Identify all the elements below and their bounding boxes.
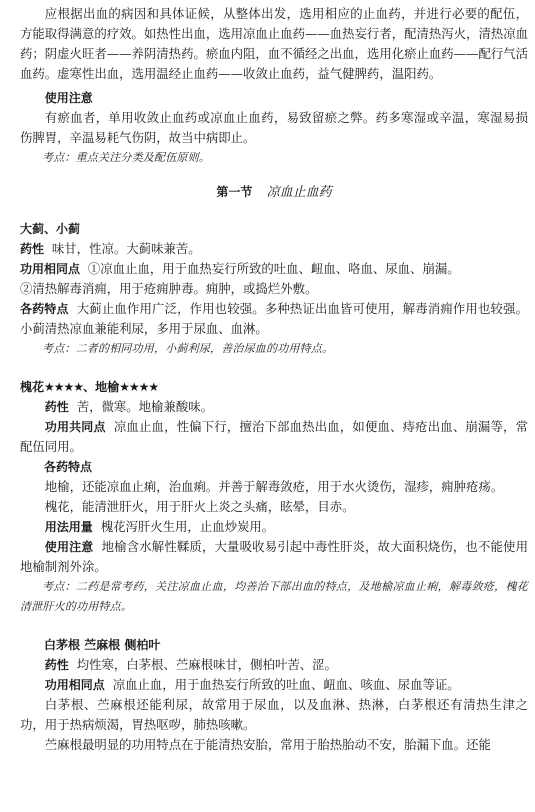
herb1-same-label: 功用相同点 <box>20 262 81 276</box>
herb1-nature-text: 味甘，性凉。大蓟味兼苦。 <box>51 241 201 256</box>
herb2-diff-huaihua: 槐花，能清泄肝火，用于肝火上炎之头痛，眩晕，目赤。 <box>44 499 355 514</box>
herb-heading-baimao-zhuma-cebai: 白茅根 苎麻根 侧柏叶 <box>44 638 161 652</box>
herb2-diff-label: 各药特点 <box>44 460 93 474</box>
rating-stars-icon: ★★★★ <box>44 380 84 394</box>
caution-paragraph: 有瘀血者，单用收敛止血药或凉血止血药，易致留瘀之弊。药多寒湿或辛温，寒湿易损伤脾胃，辛温易耗气伤阴，故当中病即止。 <box>20 110 528 145</box>
herb1-nature-label: 药性 <box>20 242 45 256</box>
section-title <box>20 182 528 203</box>
herb2-exam-note: 考点：二药是常考药，关注凉血止血，均善治下部出血的特点，及地榆凉血止痢，解毒敛疮，槐花清泄肝火的功用特点。 <box>20 580 528 613</box>
herb3-zhuma-text: 苎麻根最明显的功用特点在于能清热安胎，常用于胎热胎动不安，胎漏下血。还能 <box>44 737 491 752</box>
herb2-same-label: 功用共同点 <box>44 420 106 434</box>
herb3-same-text: 凉血止血，用于血热妄行所致的吐血、衄血、咳血、尿血等证。 <box>112 677 460 692</box>
herb1-diff-label: 各药特点 <box>20 302 69 316</box>
herb2-caution-label: 使用注意 <box>44 540 94 554</box>
section-number: 第一节 <box>216 185 253 199</box>
intro-paragraph: 应根据出血的病因和具体证候，从整体出发，选用相应的止血药，并进行必要的配伍，方能取得满意的疗效。如热性出血，选用凉血止血药——血热妄行者，配清热泻火，清热凉血药；阴虚火旺者——养阴清热药。瘀血内阻，血不循经之出血，选用化瘀止血药——配行气活血药。虚寒性出血，选用温经止血药——收敛止血药，益气健脾药，温阳药。 <box>20 6 529 81</box>
herb-heading-daji-xiaoji: 大蓟、小蓟 <box>20 222 81 236</box>
herb-name-huaihua: 槐花 <box>20 380 45 394</box>
exam-note: 考点：重点关注分类及配伍原则。 <box>42 151 210 164</box>
document-page <box>20 4 528 755</box>
herb2-caution-text: 地榆含水解性鞣质，大量吸收易引起中毒性肝炎，故大面积烧伤，也不能使用地榆制剂外涂。 <box>20 539 528 574</box>
herb1-exam-note: 考点：二者的相同功用，小蓟利尿，善治尿血的功用特点。 <box>42 342 334 355</box>
herb2-diff-diyu: 地榆，还能凉血止痢，治血痢。并善于解毒敛疮，用于水火烫伤，湿疹，痈肿疮疡。 <box>44 479 504 494</box>
herb1-same-text2: ②清热解毒消痈，用于疮痈肿毒。痈肿，或捣烂外敷。 <box>20 281 318 296</box>
section-name: 凉血止血药 <box>266 185 332 200</box>
herb3-nature-text: 均性寒，白茅根、苎麻根味甘，侧柏叶苦、涩。 <box>76 657 337 672</box>
herb2-usage-label: 用法用量 <box>44 520 93 534</box>
herb3-baimao-text: 白茅根、苎麻根还能利尿，故常用于尿血，以及血淋、热淋，白茅根还有清热生津之功，用于热病烦渴，胃热呕哕，肺热咳嗽。 <box>20 697 528 732</box>
herb3-nature-label: 药性 <box>44 658 69 672</box>
rating-stars-icon: ★★★★ <box>119 380 159 394</box>
caution-heading: 使用注意 <box>44 91 93 105</box>
herb-heading-huaihua-diyu: 槐花★★★★、地榆★★★★ <box>20 380 159 394</box>
herb2-usage-text: 槐花泻肝火生用，止血炒炭用。 <box>100 519 275 534</box>
herb2-same-text: 凉血止血，性偏下行，擅治下部血热出血，如便血、痔疮出血、崩漏等，常配伍同用。 <box>20 419 528 454</box>
herb-name-diyu: 地榆 <box>95 380 120 394</box>
herb3-same-label: 功用相同点 <box>44 678 105 692</box>
herb1-diff-text: 大蓟止血作用广泛，作用也较强。多种热证出血皆可使用，解毒消痈作用也较强。小蓟清热凉血兼能利尿，多用于尿血、血淋。 <box>20 301 528 336</box>
herb2-nature-text: 苦，微寒。地榆兼酸味。 <box>76 399 213 414</box>
herb1-same-text1: ①凉血止血，用于血热妄行所致的吐血、衄血、咯血、尿血、崩漏。 <box>87 261 460 276</box>
herb2-nature-label: 药性 <box>44 400 69 414</box>
